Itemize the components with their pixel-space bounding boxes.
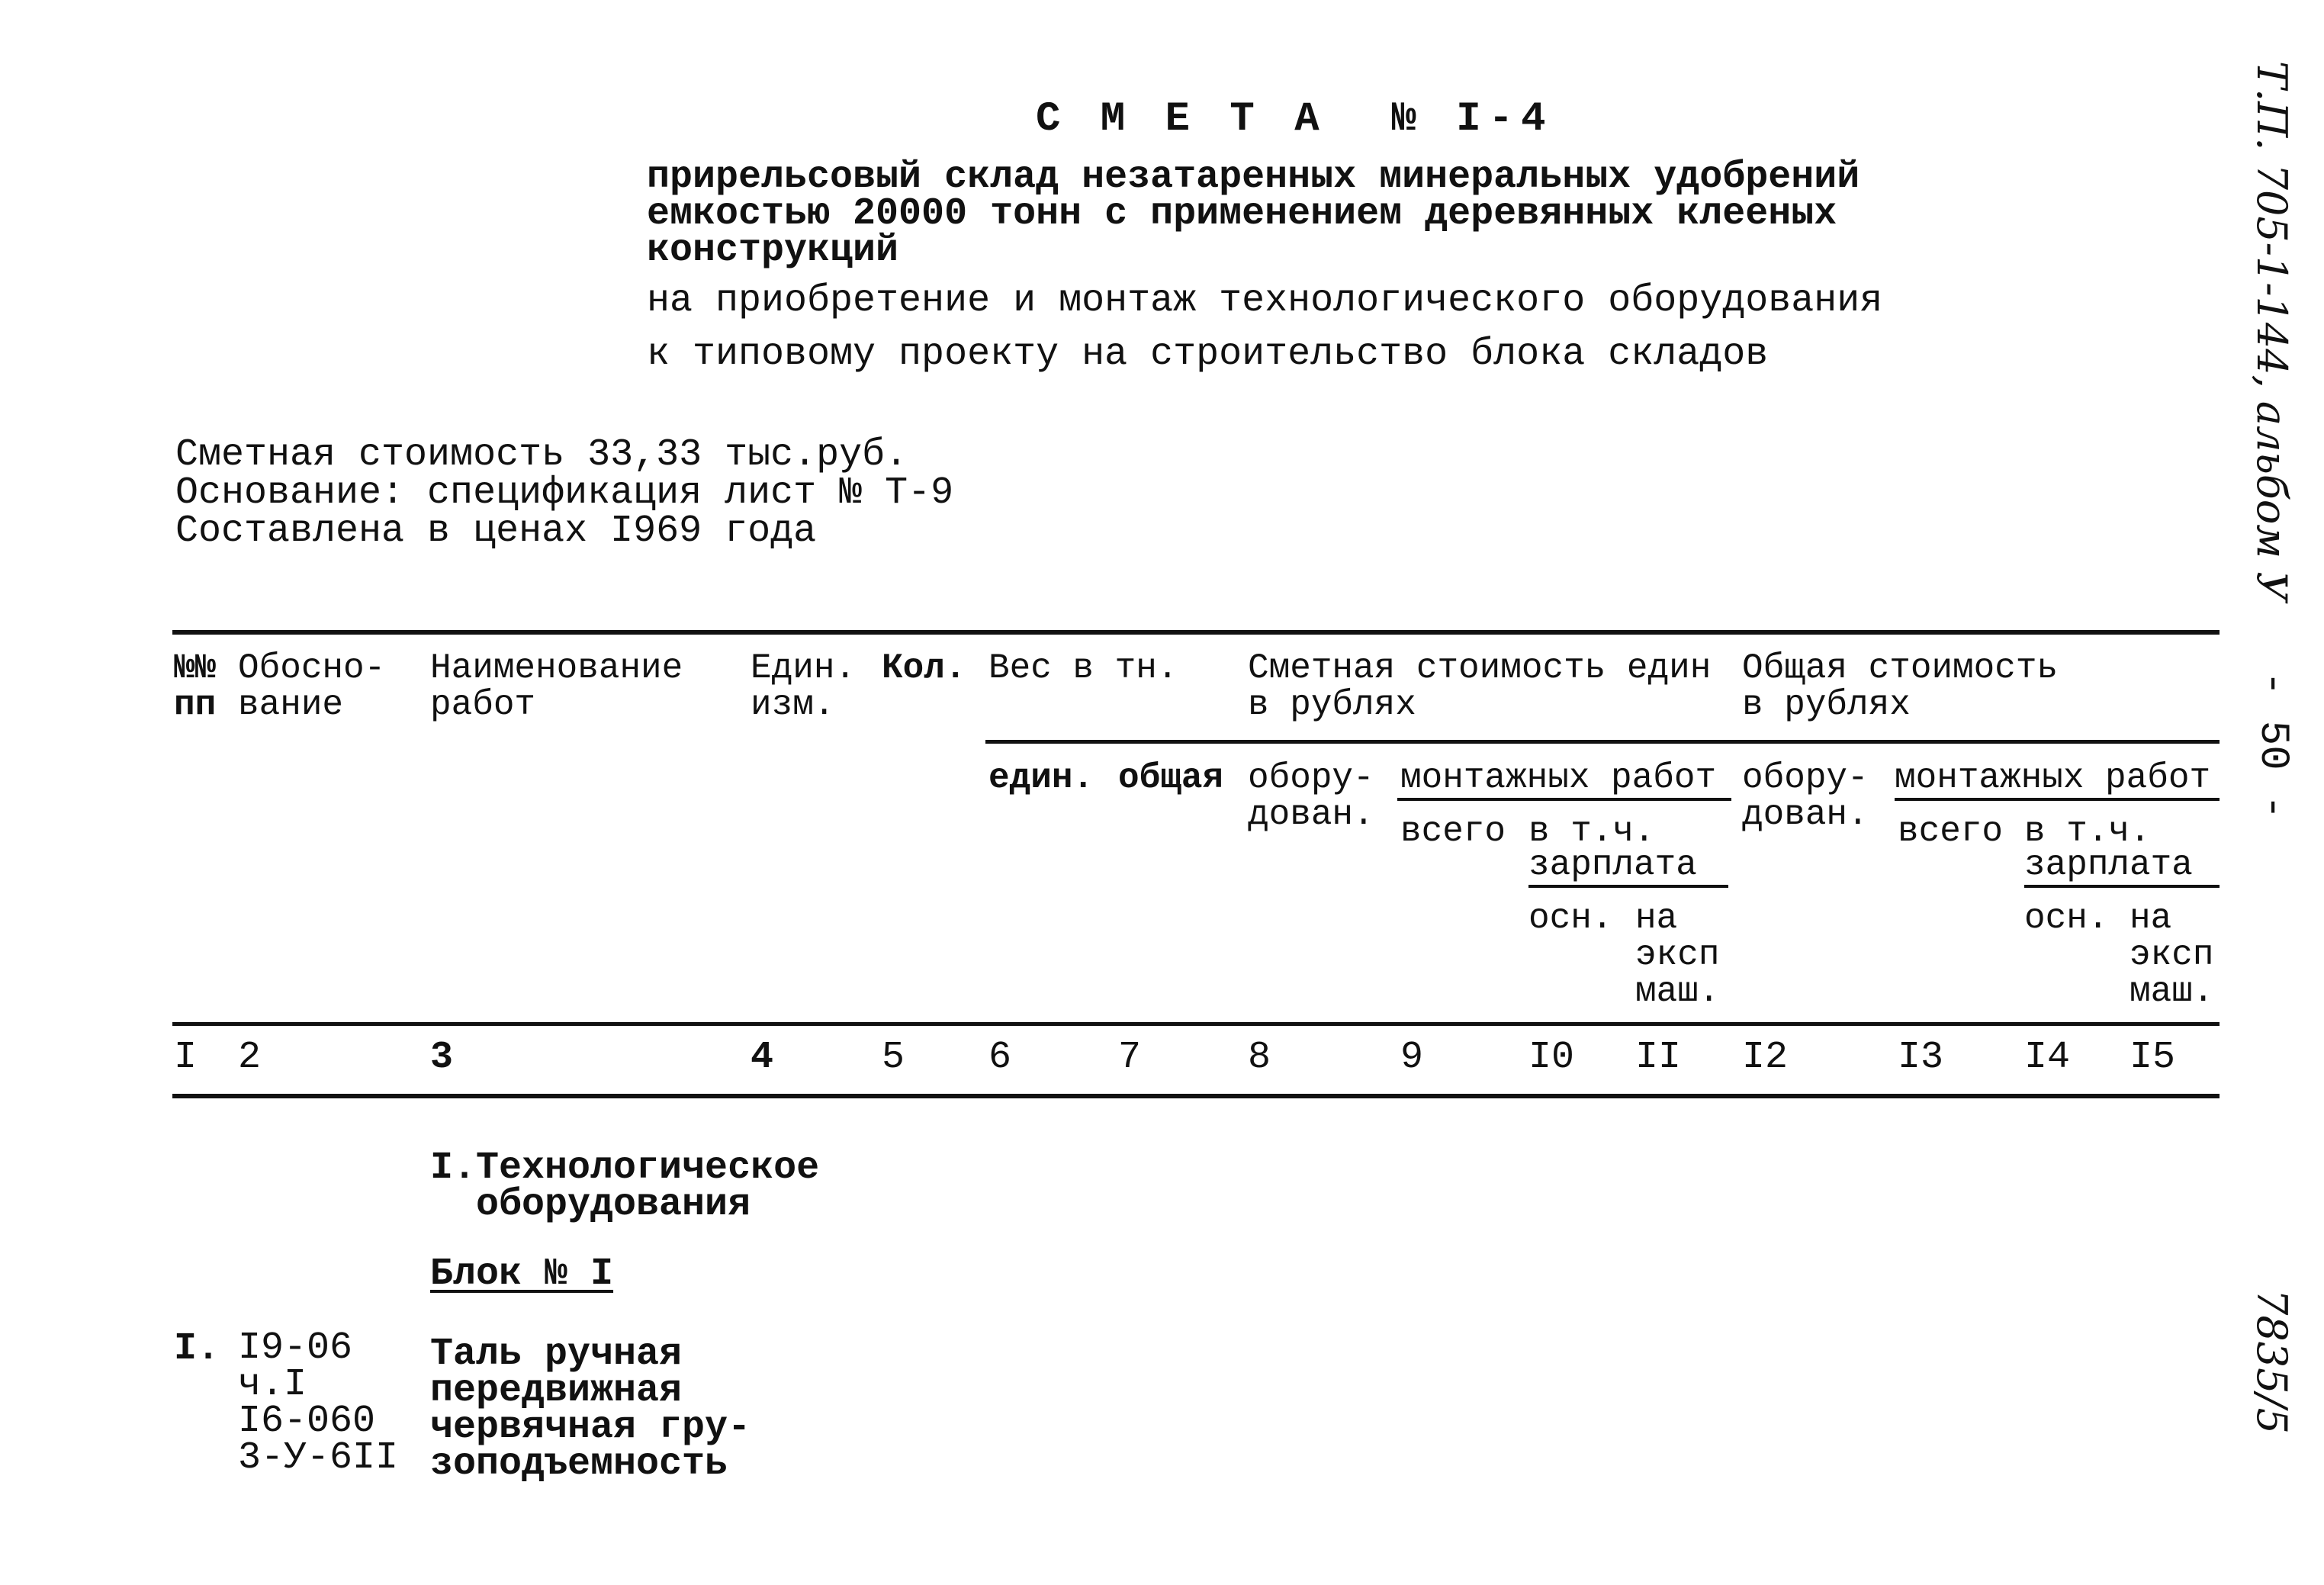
column-number: I0	[1528, 1036, 1575, 1079]
header-weight: Вес в тн.	[988, 648, 1178, 688]
column-number: 3	[430, 1036, 454, 1079]
row-basis: I9-06 ч.I I6-060 3-У-6II	[238, 1326, 399, 1480]
column-number: I	[174, 1036, 198, 1079]
header-total-total: всего	[1898, 812, 2004, 851]
header-total-main-wage: осн.	[2024, 899, 2109, 938]
project-line: к типовому проекту на строительство блока складов	[647, 333, 1769, 376]
column-number: 4	[751, 1036, 774, 1079]
purpose-line: на приобретение и монтаж технологического оборудования	[647, 279, 1883, 323]
basis-line: Основание: спецификация лист № Т-9	[175, 471, 954, 515]
subtitle-line: емкостью 20000 тонн с применением деревянных клееных	[647, 192, 1837, 236]
prices-line: Составлена в ценах I969 года	[175, 510, 817, 553]
column-number: 2	[238, 1036, 262, 1079]
header-unit-main-wage: осн.	[1528, 899, 1613, 938]
page-number: - 50 -	[2249, 671, 2296, 820]
header-name: Наименование работ	[430, 648, 683, 725]
row-name: Таль ручная передвижная червячная гру- зоподъемность	[430, 1333, 751, 1486]
column-number: 9	[1400, 1036, 1424, 1079]
header-unit-equipment: обору- дован.	[1248, 758, 1374, 834]
header-total-equipment: обору- дован.	[1742, 758, 1869, 834]
column-number: 6	[988, 1036, 1012, 1079]
table-top-rule	[172, 630, 2220, 635]
header-unit-total: всего	[1400, 812, 1506, 851]
total-wage-underline	[2024, 885, 2220, 888]
estimated-cost: Сметная стоимость 33,33 тыс.руб.	[175, 433, 908, 477]
header-total-machine: на эксп маш.	[2130, 899, 2214, 1011]
column-number: 5	[882, 1036, 905, 1079]
column-number: I5	[2130, 1036, 2176, 1079]
block-title: Блок № I	[430, 1252, 614, 1296]
subtitle-line: прирельсовый склад незатаренных минеральных удобрений	[647, 156, 1860, 199]
row-number: I.	[174, 1327, 220, 1371]
estimate-title: С М Е Т А № I-4	[1036, 96, 1554, 143]
unit-wage-underline	[1528, 885, 1728, 888]
header-subrule	[985, 740, 2220, 744]
header-basis: Обосно- вание	[238, 648, 386, 725]
column-number: 7	[1118, 1036, 1142, 1079]
column-number: I3	[1898, 1036, 1944, 1079]
header-total-cost: Общая стоимость в рублях	[1742, 648, 2059, 725]
header-total-including: в т.ч.	[2024, 812, 2151, 851]
header-weight-unit: един.	[988, 758, 1094, 798]
header-unit-including: в т.ч.	[1528, 812, 1655, 851]
header-weight-total: общая	[1118, 758, 1224, 798]
header-row-number: №№ пп	[174, 648, 217, 725]
document-reference: Т.П. 705-1-144, альбом У	[2248, 61, 2296, 602]
header-unit-cost: Сметная стоимость един в рублях	[1248, 648, 1712, 725]
column-number: I2	[1742, 1036, 1789, 1079]
header-total-mounting: монтажных работ	[1895, 758, 2211, 798]
header-unit-mounting: монтажных работ	[1400, 758, 1717, 798]
header-unit-machine: на эксп маш.	[1635, 899, 1720, 1011]
subtitle-line: конструкций	[647, 229, 899, 272]
header-total-wage: зарплата	[2024, 845, 2193, 885]
column-number: II	[1635, 1036, 1682, 1079]
header-quantity: Кол.	[882, 648, 966, 688]
archive-code: 7835/5	[2248, 1289, 2296, 1434]
section-title: I.Технологическое оборудования	[430, 1146, 820, 1227]
column-numbers-top-rule	[172, 1022, 2220, 1026]
column-number: I4	[2024, 1036, 2071, 1079]
total-mount-underline	[1895, 798, 2220, 801]
column-numbers-bottom-rule	[172, 1094, 2220, 1098]
header-unit-wage: зарплата	[1528, 845, 1697, 885]
header-unit: Един. изм.	[751, 648, 857, 725]
column-number: 8	[1248, 1036, 1271, 1079]
unit-mount-underline	[1397, 798, 1731, 801]
